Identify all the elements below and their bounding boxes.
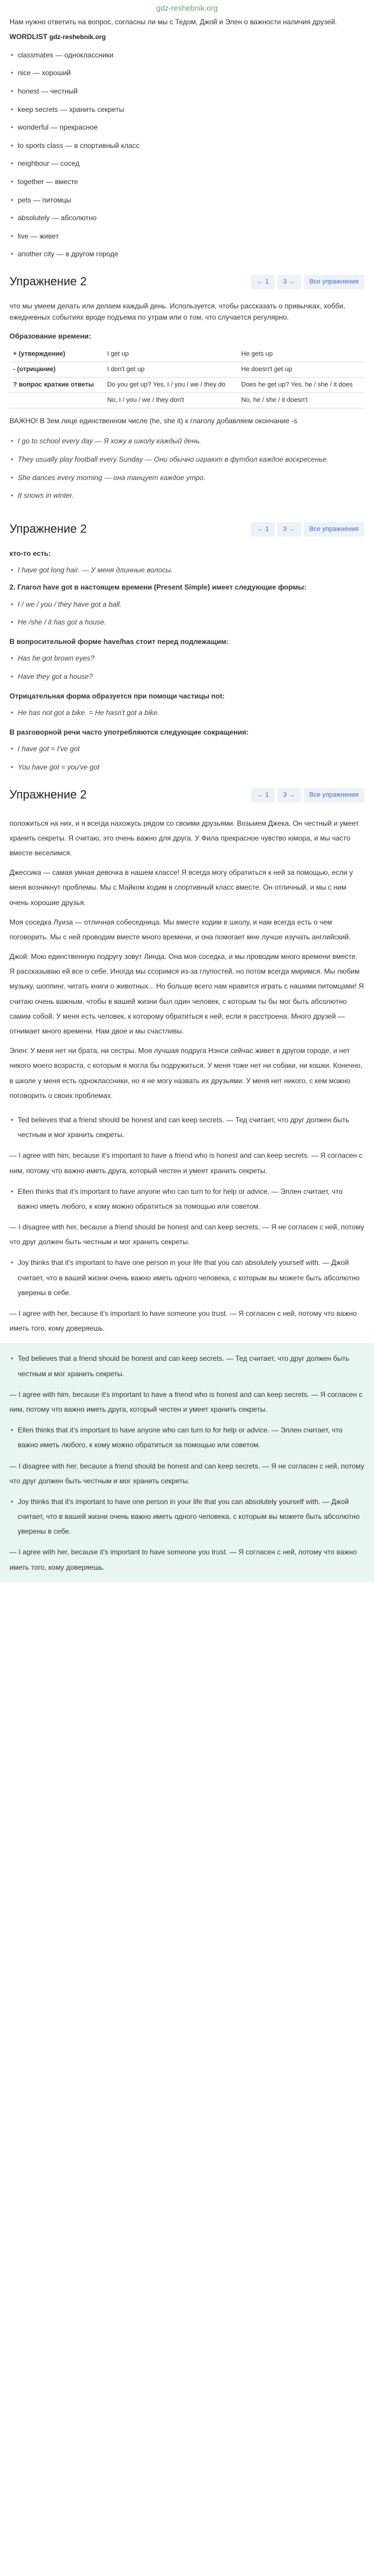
table-cell: No, I / you / we / they don't (104, 392, 238, 408)
table-cell (9, 392, 104, 408)
table-cell: + (утверждение) (9, 347, 104, 362)
list-item: • pets — питомцы (0, 191, 374, 210)
paragraph: Джессика — самая умная девочка в нашем классе! Я всегда могу обратиться к ней за помощью, если у меня возникнут проблемы. Мы с Майком ходим в спортивный класс вместе. Он отличный, и мы с ним очень хорошие друзья. (9, 868, 353, 907)
prev-button[interactable]: ← 1 (251, 522, 275, 537)
table-cell: Do you get up? Yes, I / you / we / they do (104, 377, 238, 392)
list-item: • She dances every morning — она танцует каждое утро. (0, 469, 374, 487)
short-form-rule: В разговорной речи часто употребляются следующие сокращения: (9, 727, 249, 736)
question-rule: В вопросительной форме have/has стоит перед подлежащим: (9, 637, 229, 646)
exercise-title: Упражнение 2 (9, 275, 87, 288)
table-row (9, 362, 365, 377)
list-item: • Ellen thinks that it's important to have anyone who can turn to for help or advice. — Эллен считает, что важно иметь любого, к кому можно обратиться за помощью или советом. (0, 1419, 374, 1456)
list-item: • I have got = I've got (0, 740, 374, 758)
next-button[interactable]: 3 → (277, 788, 301, 803)
table-row (9, 347, 365, 362)
table-cell: Does he get up? Yes, he / she / it does (238, 377, 365, 392)
highlighted-answers (0, 1343, 374, 1582)
table-cell: I don't get up (104, 362, 238, 377)
list-item: • nice — хороший (0, 64, 374, 82)
exercise-title: Упражнение 2 (9, 522, 87, 536)
answer-line: — I agree with him, because it's important to have a friend who is honest and can keep secrets. — Я согласен с ним, потому что важно иметь друга, который честен и умеет хранить секреты. (9, 1151, 363, 1175)
list-item: • Ellen thinks that it's important to have anyone who can turn to for help or advice. — Эллен считает, что важно иметь любого, к кому можно обратиться за помощью или советом. (0, 1181, 374, 1218)
table-row (9, 377, 365, 392)
paragraph: положиться на них, и я всегда нахожусь рядом со своими друзьями. Возьмем Джека. Он честный и умеет хранить секреты. Я считаю, это очень важно для друга. У Фила прекрасное чувство юмора, и мы часто вместе веселимся. (9, 819, 359, 857)
list-item: • He /she / it has got a house. (0, 613, 374, 632)
table-row (9, 392, 365, 408)
list-item: • another city — в другом городе (0, 245, 374, 263)
block3-intro: кто-то есть: (9, 549, 51, 558)
list-item: • neighbour — сосед (0, 154, 374, 173)
wordlist-label: WORDLIST (9, 32, 47, 41)
block2-intro: что мы умеем делать или делаем каждый день. Используется, чтобы рассказать о привычках, хобби, ежедневных событиях вроде подъема по утрам или о том, что случается регулярно. (9, 301, 346, 321)
examples-list (0, 429, 374, 504)
prev-button[interactable]: ← 1 (251, 275, 275, 289)
list-item: • honest — честный (0, 82, 374, 101)
answer-line: — I agree with her, because it's important to have someone you trust. — Я согласен с ней, потому что важно иметь того, кому доверяешь. (9, 1548, 357, 1572)
watermark: gdz-reshebnik.org (49, 33, 106, 41)
important-note: ВАЖНО! В 3ем лице единственном числе (he, she it) к глаголу добавляем окончание -s (9, 416, 298, 425)
list-item: • live — живет (0, 227, 374, 246)
prev-button[interactable]: ← 1 (251, 788, 275, 803)
all-exercises-button[interactable]: Все упражнения (304, 522, 365, 537)
list-item: • keep secrets — хранить секреты (0, 101, 374, 119)
table-cell: He gets up (238, 347, 365, 362)
answer-line: — I disagree with her, because a friend should be honest and can keep secrets. — Я не согласен с ней, потому что друг должен быть честным и мог хранить секреты. (9, 1223, 365, 1247)
list-item: • classmates — одноклассники (0, 46, 374, 65)
list-item: • I / we / you / they have got a ball. (0, 595, 374, 614)
exercise-pager (0, 269, 374, 295)
exercise-pager (0, 517, 374, 542)
answer-line: — I agree with him, because it's important to have a friend who is honest and can keep secrets. — Я согласен с ним, потому что важно иметь друга, который честен и умеет хранить секреты. (9, 1390, 363, 1413)
list-item: • I go to school every day — Я хожу в школу каждый день. (0, 432, 374, 450)
text-body (0, 808, 374, 1106)
list-item: • He has not got a bike. = He hasn't got a bike. (0, 704, 374, 722)
grammar-table (9, 347, 365, 408)
table-cell: I get up (104, 347, 238, 362)
answers-list (0, 1106, 374, 1338)
have-got-rule: 2. Глагол have got в настоящем времени (Present Simple) имеет следующие формы: (9, 583, 307, 592)
paragraph: Джой: Мою единственную подругу зовут Линда. Она моя соседка, и мы проводим много времени вместе. Я рассказываю ей все о себе. Иногда мы ссоримся из-за глупостей, но потом всегда миримся. Мы любим музыку, шоппинг, читать книги о животных... Но больше всего нам нравится играть с нашими питомцами! Я считаю очень важным, чтобы в вашей жизни был один человек, с которым ты бы мог быть абсолютно самим собой. У меня есть человек, к которому обратиться к ней, если я расстроена. Много друзей — отнимает много времени. Нам двое и мы счастливы. (9, 952, 364, 1035)
next-button[interactable]: 3 → (277, 275, 301, 289)
formation-title: Образование времени: (9, 332, 91, 341)
paragraph: Моя соседка Луиза — отличная собеседница. Мы вместе ходим в школу, и нам всегда есть о чем поговорить. Мы с ней проводим вместе много времени, и она помогает мне лучше изучать английский. (9, 917, 351, 941)
list-item: • wonderful — прекрасное (0, 118, 374, 137)
list-item: • I have got long hair. — У меня длинные волосы. (0, 561, 374, 579)
answer-line: — I agree with her, because it's important to have someone you trust. — Я согласен с ней, потому что важно иметь того, кому доверяешь. (9, 1309, 357, 1333)
site-title[interactable]: gdz-reshebnik.org (156, 4, 218, 12)
negative-rule: Отрицательная форма образуется при помощи частицы not: (9, 691, 225, 700)
list-item: • They usually play football every Sunday — Они обычно играют в футбол каждое воскресенье. (0, 450, 374, 469)
paragraph: Элен: У меня нет ни брата, ни сестры. Моя лучшая подруга Нэнси сейчас живет в другом городе, и нет никого моего возраста, с которым я могла бы подружиться. У меня тоже нет ни собаки, ни кошки. Конечно, в школе у меня есть одноклассники, но я не могу назвать их друзьями. У меня нет никого, с кем можно поговорить о своих проблемах. (9, 1046, 363, 1100)
wordlist (0, 43, 374, 263)
table-cell: No, he / she / it doesn't (238, 392, 365, 408)
all-exercises-button[interactable]: Все упражнения (304, 275, 365, 289)
list-item: • Have they got a house? (0, 668, 374, 686)
list-item: • It snows in winter. (0, 487, 374, 505)
list-item: • Ted believes that a friend should be honest and can keep secrets. — Тед считает, что друг должен быть честным и мог хранить секреты. (0, 1109, 374, 1146)
exercise-pager (0, 783, 374, 808)
table-cell: - (отрицание) (9, 362, 104, 377)
answer-line: — I disagree with her, because a friend should be honest and can keep secrets. — Я не согласен с ней, потому что друг должен быть честным и мог хранить секреты. (9, 1461, 365, 1485)
list-item: • to sports class — в спортивный класс (0, 137, 374, 155)
table-cell: ? вопрос краткие ответы (9, 377, 104, 392)
list-item: • Ted believes that a friend should be honest and can keep secrets. — Тед считает, что друг должен быть честным и мог хранить секреты. (0, 1348, 374, 1384)
list-item: • Joy thinks that it's important to have one person in your life that you can absolutely yourself with. — Джой считает, что в вашей жизни очень важно иметь одного человека, с которым вы можете быть абсолютно уверены в себе. (0, 1491, 374, 1543)
list-item: • You have got = you've got (0, 758, 374, 777)
exercise-title: Упражнение 2 (9, 788, 87, 801)
next-button[interactable]: 3 → (277, 522, 301, 537)
all-exercises-button[interactable]: Все упражнения (304, 788, 365, 803)
list-item: • absolutely — абсолютно (0, 209, 374, 227)
list-item: • together — вместе (0, 173, 374, 191)
list-item: • Joy thinks that it's important to have one person in your life that you can absolutely yourself with. — Джой считает, что в вашей жизни очень важно иметь одного человека, с которым вы можете быть абсолютно уверены в себе. (0, 1252, 374, 1304)
intro-text: Нам нужно ответить на вопрос, согласны ли мы с Тедом, Джой и Элен о важности наличия друзей. (9, 18, 337, 27)
table-cell: He doesn't get up (238, 362, 365, 377)
list-item: • Has he got brown eyes? (0, 649, 374, 668)
